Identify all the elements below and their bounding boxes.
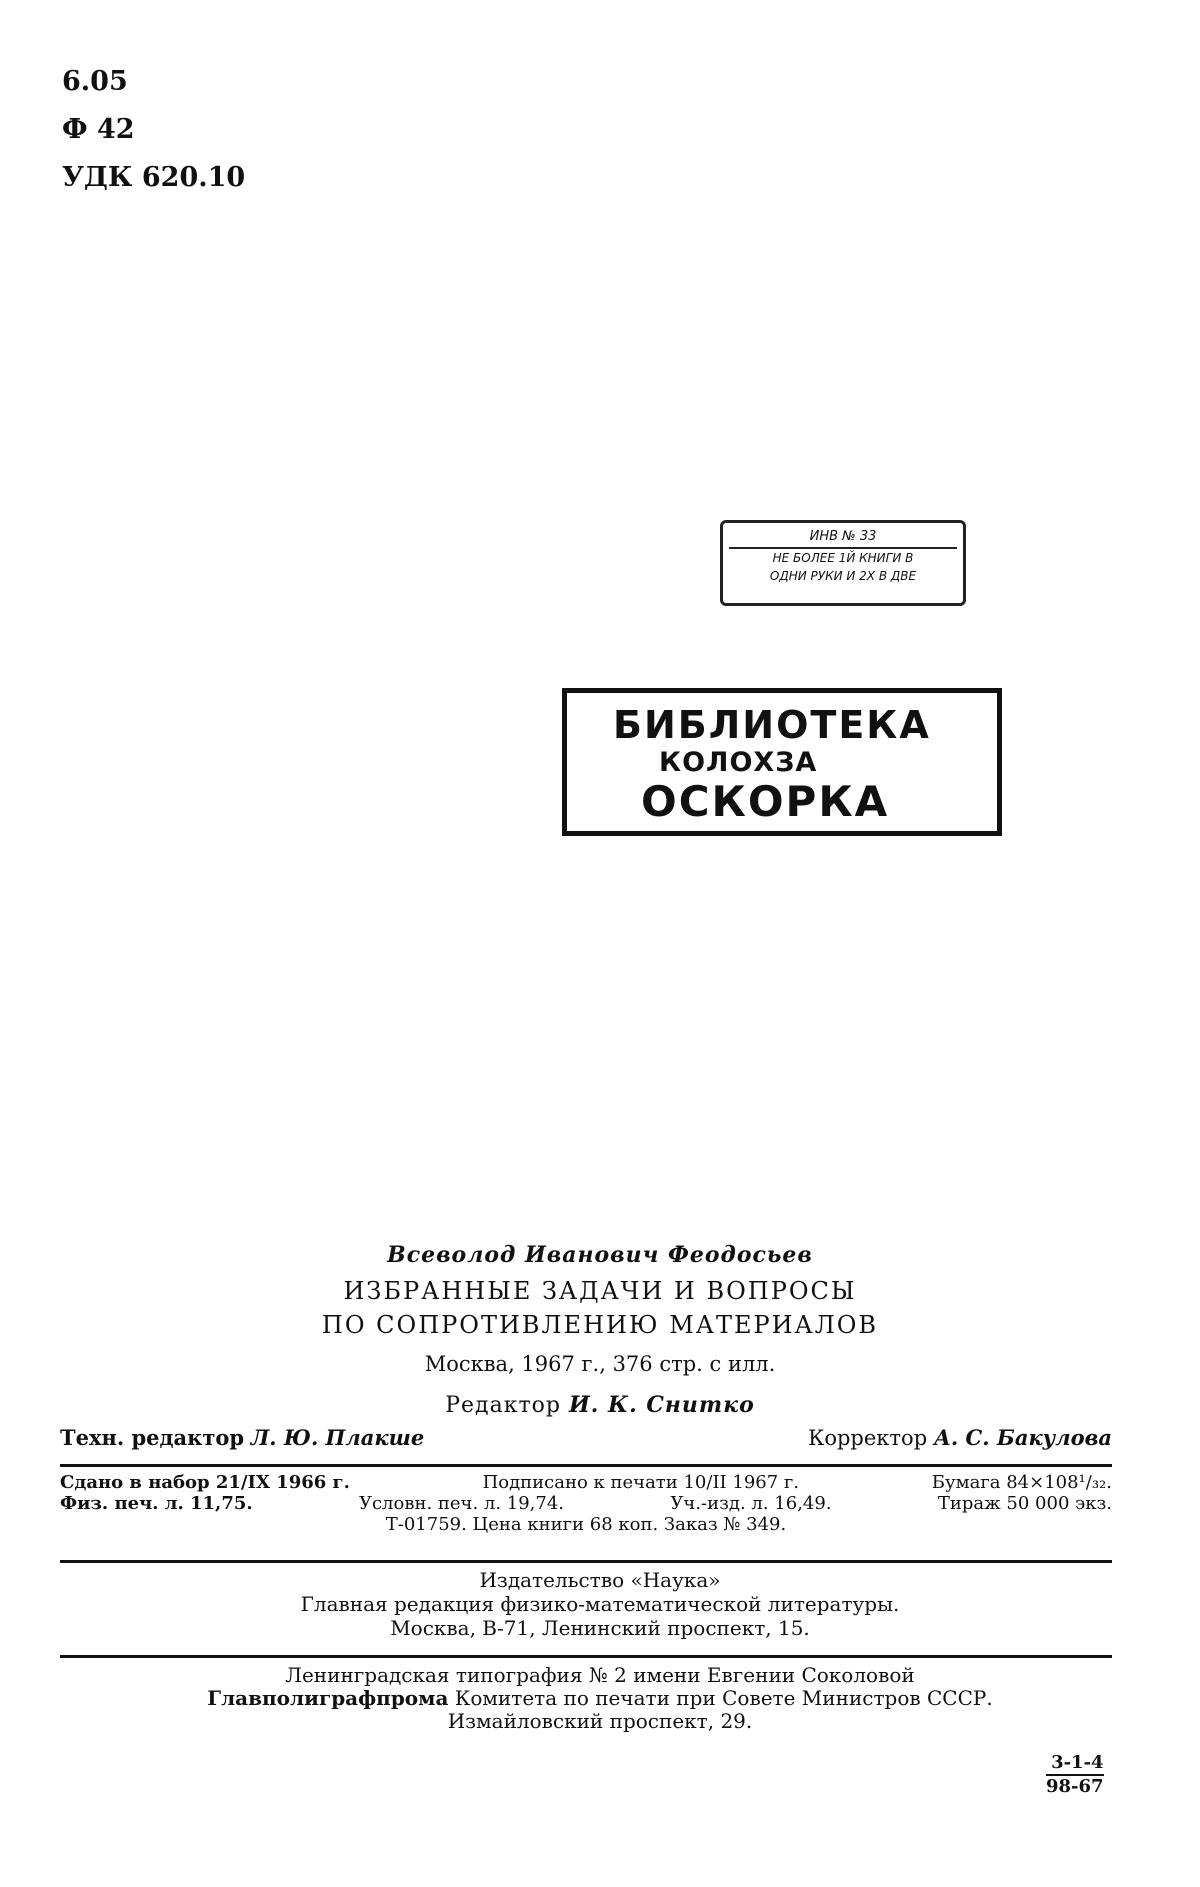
tech-editor-credit — [60, 1425, 424, 1450]
inventory-stamp — [720, 520, 966, 606]
index-code-top: 3-1-4 — [1046, 1752, 1104, 1776]
print-row — [60, 1493, 1112, 1514]
classification-codes — [62, 58, 245, 202]
printer-affiliation — [0, 1687, 1200, 1710]
publisher-name: Издательство «Наука» — [479, 1568, 721, 1592]
editor-name: И. К. Снитко — [568, 1392, 755, 1418]
typeset-date: Сдано в набор 21/IX 1966 г. — [60, 1472, 350, 1493]
divider-rule — [60, 1560, 1112, 1563]
print-details — [60, 1472, 1112, 1535]
paper-format: Бумага 84×108¹/₃₂. — [931, 1472, 1112, 1493]
library-stamp-line1: БИБЛИОТЕКА — [613, 703, 931, 747]
price-order: Т-01759. Цена книги 68 коп. Заказ № 349. — [385, 1514, 787, 1535]
index-code-bottom: 98-67 — [1046, 1776, 1104, 1797]
udc-code: УДК 620.10 — [62, 162, 246, 193]
publisher-address: Москва, В-71, Ленинский проспект, 15. — [390, 1616, 810, 1640]
printer-block — [0, 1664, 1200, 1733]
printer-name: Ленинградская типография № 2 имени Евгении Соколовой — [285, 1663, 915, 1687]
divider-rule — [60, 1464, 1112, 1467]
publisher-block — [0, 1568, 1200, 1640]
corrector-credit — [808, 1425, 1112, 1450]
printer-org: Главполиграфпрома — [207, 1686, 449, 1710]
tech-editor-name: Л. Ю. Плакше — [250, 1425, 425, 1450]
printer-address: Измайловский проспект, 29. — [447, 1709, 753, 1733]
print-row — [60, 1472, 1112, 1493]
tech-editor-label: Техн. редактор — [60, 1425, 245, 1450]
divider-rule — [60, 1655, 1112, 1658]
book-title-line1: ИЗБРАННЫЕ ЗАДАЧИ И ВОПРОСЫ — [343, 1277, 857, 1305]
publisher-division: Главная редакция физико-математической литературы. — [300, 1592, 900, 1616]
publication-info: Москва, 1967 г., 376 стр. с илл. — [424, 1352, 776, 1376]
index-code — [1046, 1752, 1104, 1798]
library-stamp-line3: ОСКОРКА — [641, 777, 890, 826]
library-stamp — [562, 688, 1002, 836]
editor-label: Редактор — [445, 1393, 561, 1418]
book-author: Всеволод Иванович Феодосьев — [387, 1242, 813, 1268]
editor-credit — [0, 1392, 1200, 1418]
bbk-code: 6.05 — [62, 66, 128, 97]
physical-sheets: Физ. печ. л. 11,75. — [60, 1493, 253, 1514]
stamp-rule-line1: НЕ БОЛЕЕ 1Й КНИГИ В — [772, 551, 914, 565]
corrector-label: Корректор — [808, 1426, 928, 1450]
inventory-number: ИНВ № 33 — [809, 529, 877, 544]
printer-committee: Комитета по печати при Совете Министров СССР. — [448, 1686, 993, 1710]
publishing-sheets: Уч.-изд. л. 16,49. — [670, 1493, 832, 1514]
tech-credits — [60, 1425, 1112, 1450]
author-mark: Ф 42 — [62, 114, 135, 145]
conventional-sheets: Условн. печ. л. 19,74. — [358, 1493, 565, 1514]
library-stamp-line2: КОЛОХЗА — [659, 747, 818, 778]
signed-date: Подписано к печати 10/II 1967 г. — [482, 1472, 800, 1493]
book-title-line2: ПО СОПРОТИВЛЕНИЮ МАТЕРИАЛОВ — [321, 1311, 879, 1339]
corrector-name: А. С. Бакулова — [933, 1425, 1112, 1450]
print-run: Тираж 50 000 экз. — [937, 1493, 1112, 1514]
stamp-rule-line2: ОДНИ РУКИ И 2Х В ДВЕ — [769, 569, 917, 583]
